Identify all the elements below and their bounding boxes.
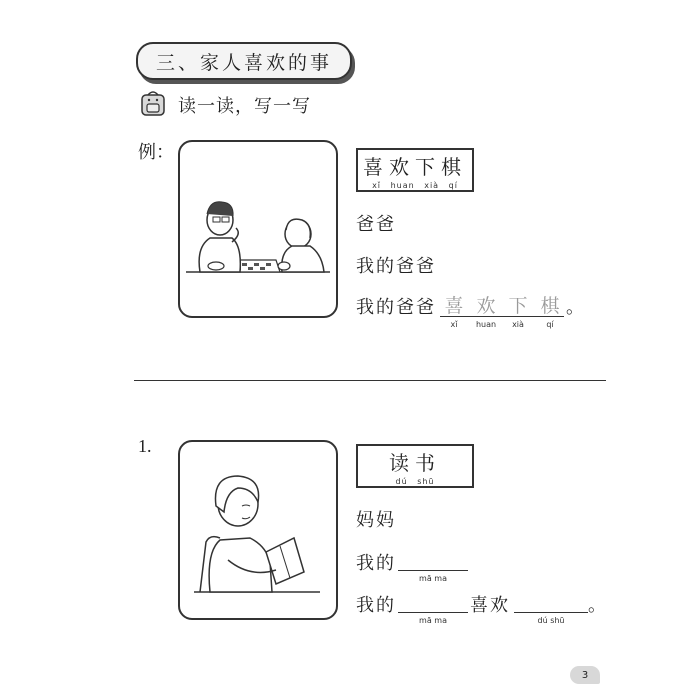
section-title-banner <box>136 42 352 80</box>
exercise-1-word-pinyin: dú shū <box>395 476 435 486</box>
backpack-icon <box>138 88 168 118</box>
exercise-1-line-3-suffix: 。 <box>588 595 608 616</box>
trace-char: 下 <box>508 295 528 317</box>
trace-pinyin: huan <box>475 320 497 329</box>
answer-blank-pinyin: mā ma <box>419 616 447 625</box>
answer-blank[interactable] <box>514 612 588 613</box>
example-traced-answer <box>438 291 566 333</box>
exercise-1-line-3-middle: 喜欢 <box>470 595 510 616</box>
trace-pinyin: xǐ <box>450 320 458 329</box>
answer-blank[interactable] <box>398 612 468 613</box>
example-word-box <box>356 148 474 192</box>
page-number: 3 <box>581 669 589 681</box>
section-title: 三、家人喜欢的事 <box>155 51 332 74</box>
trace-pinyin: xià <box>512 320 524 329</box>
example-word-hanzi: 喜欢下棋 <box>363 154 467 179</box>
exercise-1-line-1: 妈妈 <box>356 510 396 531</box>
trace-pinyin: qí <box>546 320 554 329</box>
father-playing-chess-illustration <box>180 142 336 316</box>
section-divider <box>134 380 606 381</box>
trace-char: 棋 <box>540 295 560 317</box>
section-subtitle: 读一读，写一写 <box>178 96 311 117</box>
answer-blank-pinyin: dú shū <box>537 616 565 625</box>
exercise-1-word-box <box>356 444 474 488</box>
example-line-3-prefix: 我的爸爸 <box>356 297 436 318</box>
mother-reading-illustration <box>180 442 336 618</box>
example-line-3-suffix: 。 <box>566 297 586 318</box>
page-number-badge <box>570 666 600 684</box>
exercise-1-line-2-prefix: 我的 <box>356 553 396 574</box>
example-line-1: 爸爸 <box>356 214 396 235</box>
example-line-2: 我的爸爸 <box>356 256 436 277</box>
example-picture-frame <box>178 140 338 318</box>
exercise-1-label: 1. <box>138 436 152 456</box>
exercise-1-picture-frame <box>178 440 338 620</box>
answer-blank-pinyin: mā ma <box>419 574 447 583</box>
trace-char: 喜 <box>444 295 464 317</box>
exercise-1-line-3-prefix: 我的 <box>356 595 396 616</box>
answer-blank[interactable] <box>398 570 468 571</box>
example-label: 例： <box>138 142 174 163</box>
trace-underline <box>440 316 564 317</box>
example-word-pinyin: xǐ huan xià qí <box>372 180 458 190</box>
exercise-1-word-hanzi: 读书 <box>389 450 441 475</box>
trace-char: 欢 <box>476 295 496 317</box>
